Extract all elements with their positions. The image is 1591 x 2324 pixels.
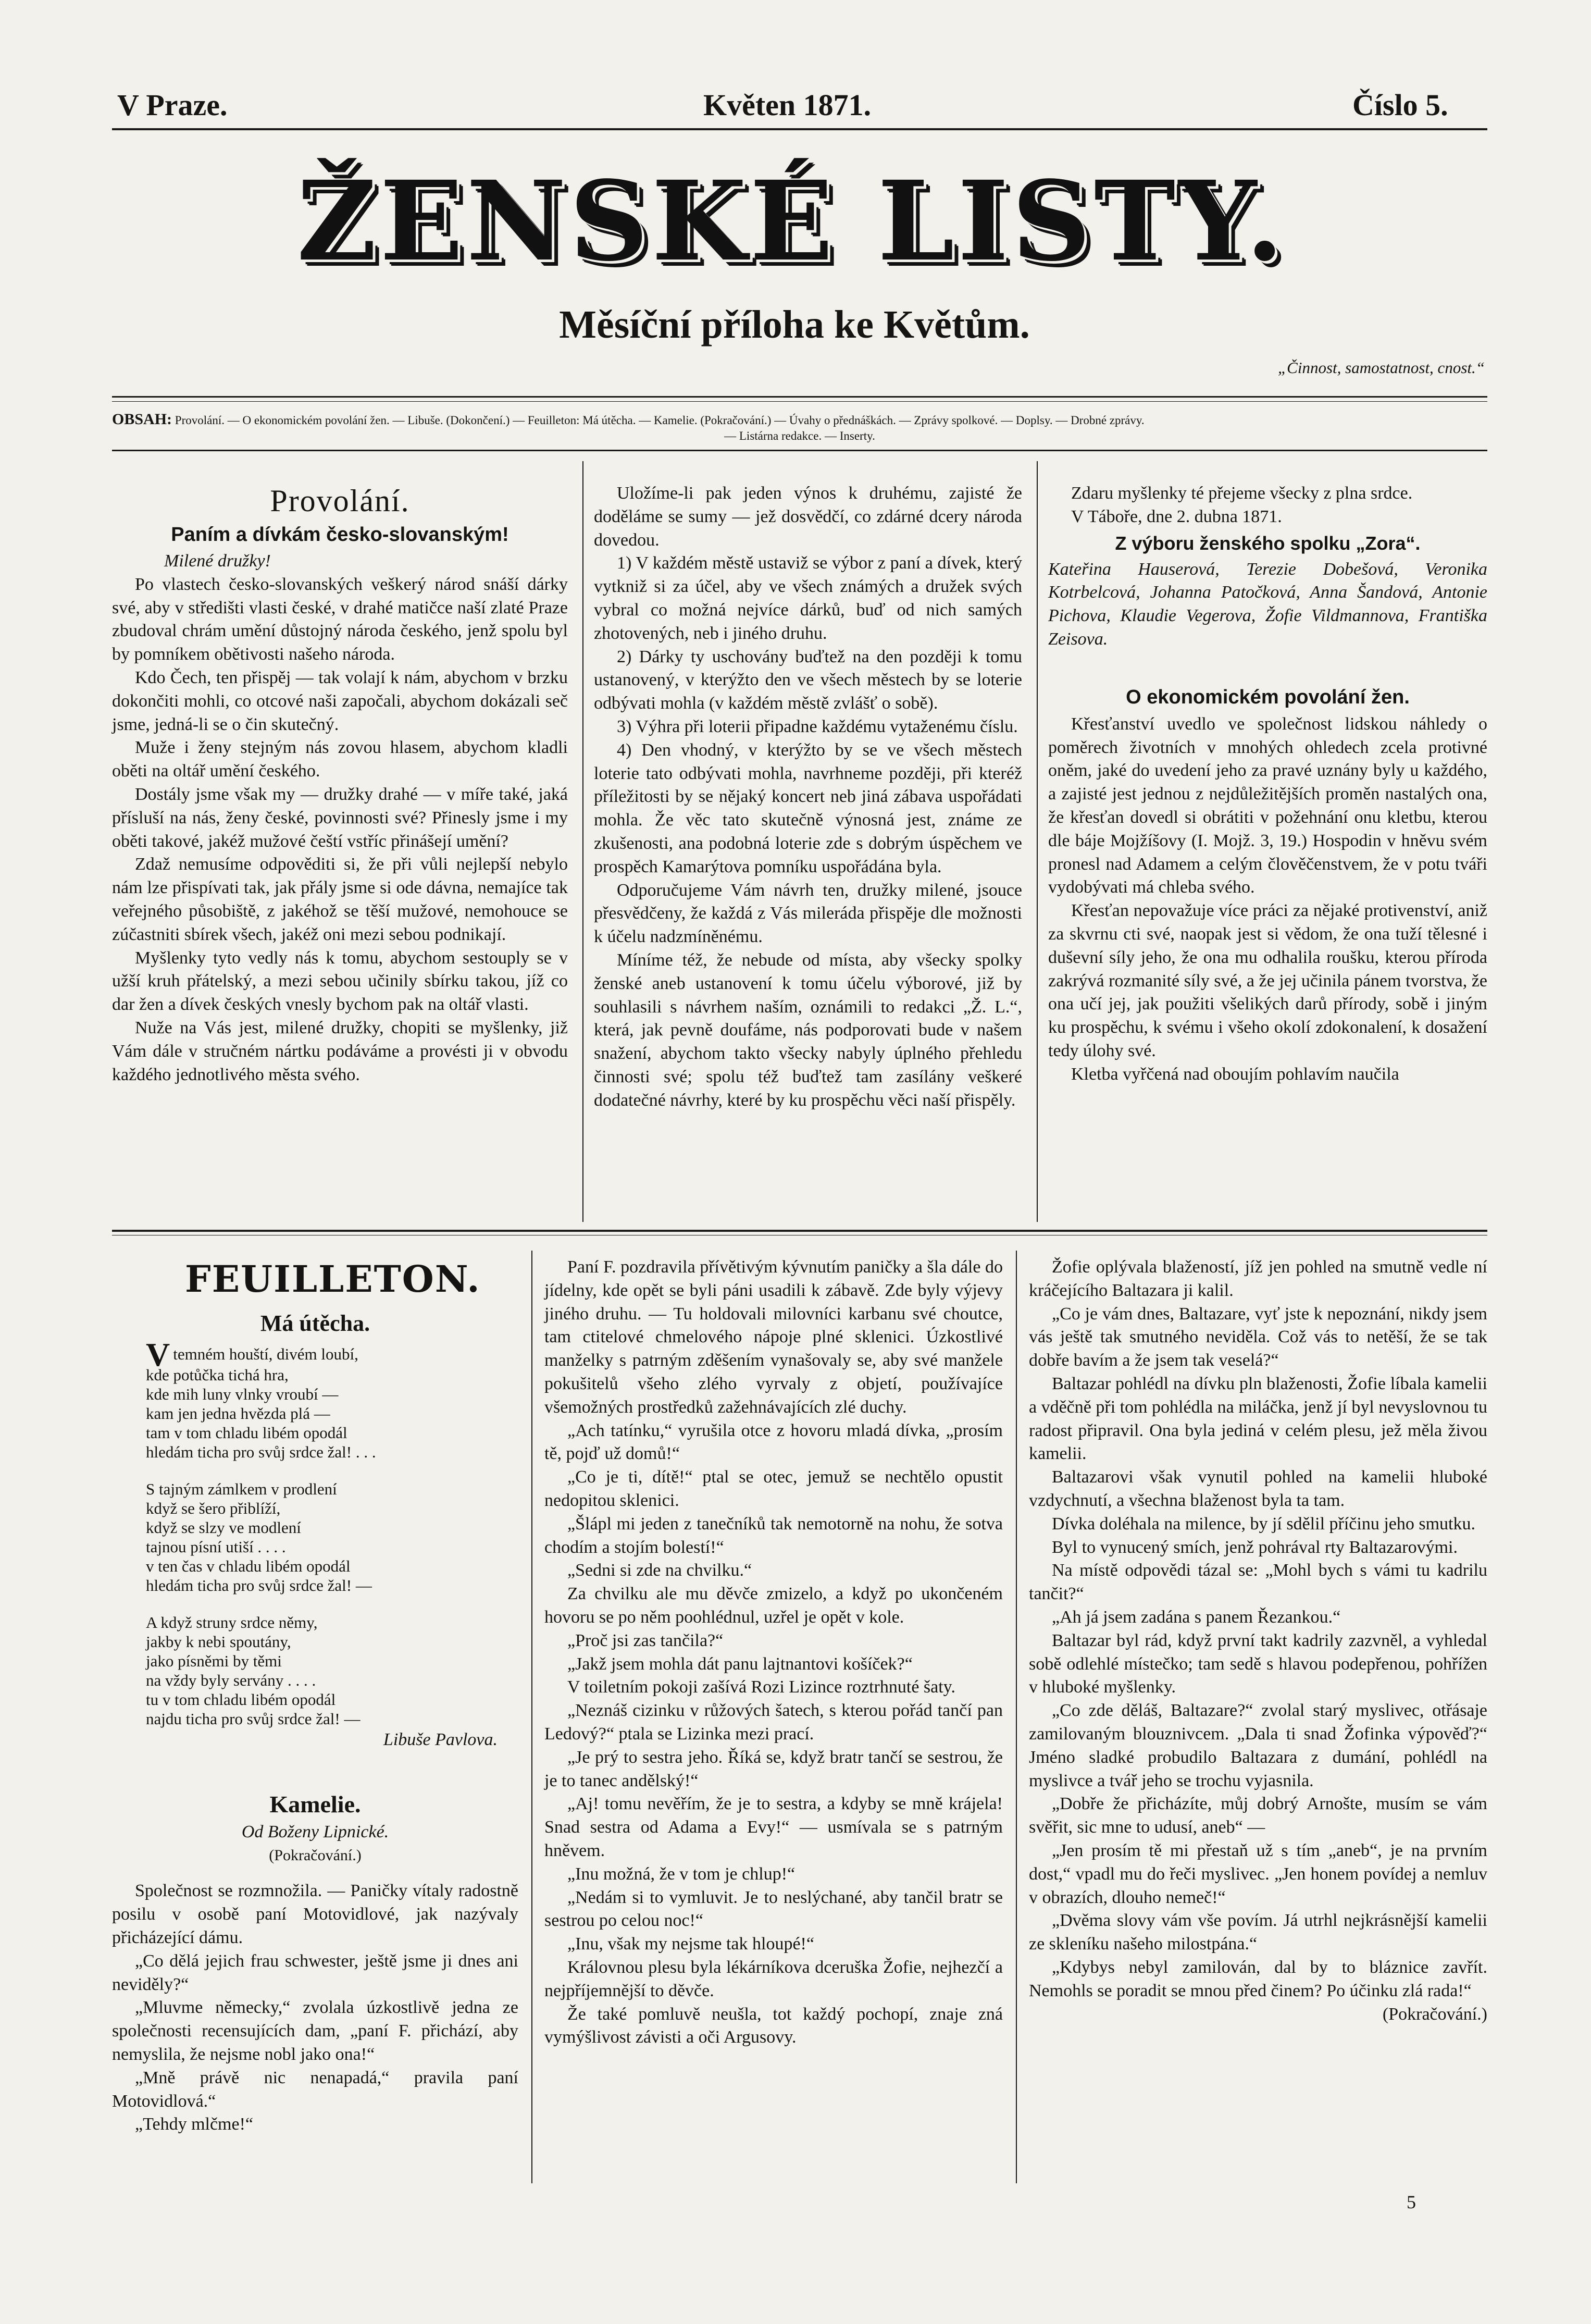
provolani-p12: 4) Den vhodný, v kterýžto by se ve všech městech loterie tato odbývati mohla, navrhneme později, při kteréž příležitosti by se nějaký koncert neb jiná zábava uspořádati mohla. Že věc tato skutečně výnosná jest, známe ze zkušenosti, ana podobná loterie zde s dobrým úspěchem ve prospěch Kamarýtova pomníku uspořádána byla. [594,740,1022,876]
provolani-greeting: Milené družky! [164,551,271,571]
kamelie-paragraph: „Jen prosím tě mi přestaň už s tím „aneb“, je na prvním dost,“ vpadl mu do řeči myslivec. „Jen honem povídej a nemluv v obrazích, dlouho nemeč!“ [1029,1840,1487,1907]
kamelie-paragraph: „Mluvme německy,“ zvolala úzkostlivě jedna ze společnosti recensujících dam, „paní F. přichází, aby nemyslila, že nejsme nobl jako ona!“ [112,1998,518,2064]
kamelie-paragraph: Žofie oplývala blažeností, jíž jen pohled na smutně vedle ní kráčejícího Baltazara ji kalil. [1029,1257,1487,1300]
poem-line: kde mih luny vlnky vroubí — [146,1385,339,1403]
column-rule-lower-2 [1016,1251,1017,2183]
poem-line: A když struny srdce němy, [146,1613,318,1631]
column-rule-lower-1 [531,1251,532,2183]
poem-line: S tajným zámlkem v prodlení [146,1480,337,1498]
column-rule-upper-2 [1037,461,1038,1222]
kamelie-continued: (Pokračování.) [269,1846,362,1864]
poem-line: tam v tom chladu libém opodál [146,1424,347,1442]
poem-line: v ten čas v chladu libém opodál [146,1557,351,1575]
provolani-p15: Zdaru myšlenky té přejeme všecky z plna srdce. [1071,484,1413,503]
contents-top-rule-2 [112,401,1487,402]
provolani-p14: Míníme též, že nebude od místa, aby všecky spolky ženské aneb ustanovení k tomu účelu výborové, již by souhlasili s návrhem naším, oznámili to redakci „Ž. L.“, která, jak pevně doufáme, nás podporovati bude v našem snažení, abychom takto všecky nabyly úplného přehledu činnosti své; spolu též buďtež tam zasílány veškeré dodatečné návrhy, které by ku prospěchu věci naší přispěly. [594,950,1022,1110]
provolani-p11: 3) Výhra při loterii připadne každému vytaženému číslu. [617,716,1018,736]
kamelie-paragraph: Dívka doléhala na milence, by jí sdělil příčinu jeho smutku. [1052,1514,1475,1534]
provolani-subtitle: Paním a dívkám česko-slovanským! [171,524,509,546]
feuilleton-column-2 [544,1256,1003,2049]
kamelie-paragraph: V toiletním pokoji zašívá Rozi Lizince roztrhnuté šaty. [567,1677,955,1697]
poem-title: Má útěcha. [260,1311,370,1336]
poem-line: hledám ticha pro svůj srdce žal! — [146,1576,372,1594]
ekonomicke-p1: Křesťanství uvedlo ve společnost lidskou náhledy o poměrech životních v mnohých ohledech zcela protivné oněm, jaké do uvedení jeho za pravé uznány byly u každého, a zajisté jest jednou z nejdůležitějších proměn nastalých ona, že křesťan dovedl si obrátiti v požehnání onu kletbu, kterou dle báje Mojžíšovy (I. Mojž. 3, 19.) Hospodin v hněvu svém pronesl nad Adamem a celým člověčenstvem, že v potu tváři vydobývati má chleba svého. [1048,714,1487,897]
feuilleton-column-1 [112,1256,518,2136]
kamelie-paragraph: Že také pomluvě neušla, tot každý pochopí, znaje zná vymýšlivost závisti a oči Argusovy. [544,2004,1003,2047]
poem-line: kde potůčka tichá hra, [146,1366,289,1384]
poem-line: hledám ticha pro svůj srdce žal! . . . [146,1443,376,1461]
kamelie-paragraph: „Jakž jsem mohla dát panu lajtnantovi košíček?“ [567,1654,913,1674]
header-date: Květen 1871. [703,88,872,122]
kamelie-paragraph: „Je prý to sestra jeho. Říká se, když bratr tančí se sestrou, že je to tanec andělský!“ [544,1747,1003,1790]
contents-block [112,412,1487,444]
provolani-p1: Po vlastech česko-slovanských veškerý národ snáší dárky své, aby v středišti vlasti české, v drahé matičce naší zlaté Praze zbudoval chrám umění důstojný národa českého, jenž spolu byl by pomníkem obětivosti našeho národa. [112,574,568,664]
header-rule [112,128,1487,130]
kamelie-paragraph: Královnou plesu byla lékárníkova dceruška Žofie, nejhezčí a nejpříjemnější to děvče. [544,1957,1003,2000]
column-rule-upper-1 [582,461,583,1222]
provolani-committee: Z výboru ženského spolku „Zora“. [1115,532,1421,554]
kamelie-paragraph: „Inu, však my nejsme tak hloupé!“ [567,1934,814,1954]
kamelie-paragraph: Baltazar byl rád, když první takt kadrily zazvněl, a vyhledal sobě odlehlé místečko; tam sedě s hlavou podepřenou, pohřížen v hluboké myšlenky. [1029,1630,1487,1697]
poem-line: když se šero přiblíží, [146,1499,281,1517]
kamelie-paragraph: „Nedám si to vymluvit. Je to neslýchané, aby tančil bratr se sestrou po celou noc!“ [544,1887,1003,1931]
contents-bottom-rule [112,450,1487,451]
kamelie-title: Kamelie. [269,1790,361,1818]
kamelie-paragraph: Baltazar pohlédl na dívku pln blaženosti, Žofie líbala kamelii a vděčně při tom pohlédla na miláčka, jenž jí byl nevyslovnou tu radost připravil. Ona byla jediná v celém plesu, jež měla živou kamelii. [1029,1374,1487,1464]
kamelie-paragraph: „Dobře že přicházíte, můj dobrý Arnošte, musím se vám svěřit, sic mne to udusí, aneb“ — [1029,1794,1487,1837]
feuilleton-rule [112,1230,1487,1232]
kamelie-paragraph: Za chvilku ale mu děvče zmizelo, a když po ukončeném hovoru se po něm poohlédnul, uzřel je opět v kole. [544,1584,1003,1627]
provolani-place-date: V Táboře, dne 2. dubna 1871. [1071,506,1282,526]
kamelie-paragraph: „Kdybys nebyl zamilován, dal by to bláznice zavřít. Nemohls se poradit se mnou před činem? Po účinku zlá rada!“ [1029,1957,1487,2000]
poem-line: najdu ticha pro svůj srdce žal! — [146,1710,361,1728]
kamelie-paragraph: „Co je ti, dítě!“ ptal se otec, jemuž se nechtělo opustit nedopitou sklenici. [544,1467,1003,1510]
poem-line: když se slzy ve modlení [146,1518,301,1537]
kamelie-paragraph: Baltazarovi však vynutil pohled na kamelii hluboké vzdychnutí, a všechna blaženost byla ta tam. [1029,1467,1487,1510]
poem-dropcap: V [146,1336,170,1373]
provolani-p2: Kdo Čech, ten přispěj — tak volají k nám, abychom v brzku dokončiti mohli, co otcové naši započali, abychom dokázali seč jsme, jedná-li se o čin skutečný. [112,667,568,734]
poem-line: na vždy byly servány . . . . [146,1671,316,1689]
kamelie-paragraph: „Neznáš cizinku v růžových šatech, s kterou pořád tančí pan Ledový?“ ptala se Lizinka mezi prací. [544,1701,1003,1744]
provolani-p5: Zdaž nemusíme odpověditi si, že při vůli nejlepší nebylo nám lze přispívati tak, jak přály jsme si ode dávna, nemajíce tak veřejného působiště, z jakéhož se těší mužové, nemohouce se zúčastniti sbírek všech, jakéž oni mezi sebou podnikají. [112,855,568,944]
poem-line: jako písněmi by těmi [146,1652,282,1670]
provolani-p13: Odporučujeme Vám návrh ten, družky milené, jsouce přesvědčeny, že každá z Vás mileráda přispěje dle možnosti k účelu nadzmíněnému. [594,880,1022,947]
provolani-title: Provolání. [270,484,410,518]
header-issue: Číslo 5. [1352,88,1448,122]
kamelie-paragraph: „Proč jsi zas tančila?“ [567,1630,724,1650]
kamelie-paragraph: „Co zde děláš, Baltazare?“ zvolal starý myslivec, otřásaje zamilovaným blouznivcem. „Dala ti snad Žofinka výpověď?“ Jméno sladké probudilo Baltazara z dumání, pohlédl na myslivce a tvář jeho se trochu vyjasnila. [1029,1701,1487,1790]
provolani-p8: Uložíme-li pak jeden výnos k druhému, zajisté že doděláme se sumy — jež dosvědčí, co zdárné dcery národa dovedou. [594,484,1022,550]
kamelie-paragraph: „Tehdy mlčme!“ [135,2115,254,2134]
provolani-column-3 [1048,482,1487,1086]
contents-line2: — Listárna redakce. — Inserty. [724,429,875,442]
masthead-subtitle: Měsíční příloha ke Květům. [559,303,1030,347]
masthead-motto: „Činnost, samostatnost, cnost.“ [1277,359,1485,377]
kamelie-byline: Od Boženy Lipnické. [241,1822,389,1841]
feuilleton-label: FEUILLETON. [185,1257,481,1301]
kamelie-paragraph: „Mně právě nic nenapadá,“ pravila paní Motovidlová.“ [112,2068,518,2111]
kamelie-paragraph: „Ah já jsem zadána s panem Řezankou.“ [1052,1607,1341,1627]
poem-author: Libuše Pavlova. [383,1730,498,1749]
provolani-signers: Kateřina Hauserová, Terezie Dobešová, Veronika Kotrbelcová, Johanna Patočková, Anna Šandová, Antonie Pichova, Klaudie Vegerova, Žofie Vildmannova, Františka Zeisova. [1048,559,1487,649]
poem-line: jakby k nebi spoutány, [146,1633,291,1651]
poem-line: kam jen jedna hvězda plá — [146,1404,330,1423]
kamelie-paragraph: „Ach tatínku,“ vyrušila otce z hovoru mladá dívka, „prosím tě, pojď už domů!“ [544,1420,1003,1464]
provolani-p10: 2) Dárky ty uschovány buďtež na den později k tomu ustanovený, v kterýžto den ve všech městech by se loterie odbývati mohla (v každém městě zvlášť o sobě). [594,647,1022,713]
provolani-column-1 [112,482,568,1086]
provolani-p4: Dostály jsme však my — družky drahé — v míře také, jaká přísluší na nás, ženy české, povinnosti své? Přinesly jsme i my oběti takové, jakéž mužové čeští vstříc přinášejí umění? [112,784,568,851]
kamelie-paragraph: Paní F. pozdravila přívětivým kývnutím paničky a šla dále do jídelny, kde opět se byli páni usadili k zábavě. Zde byly výjevy jiného druhu. — Tu holdovali milovníci karbanu své choutce, tam ctitelové chmelového nápoje plné sklenici. Úzkostlivé manželky s patrným zděšením vynašovaly se, aby své manžele pokušitelů všeho zlého vyrvaly z objetí, používajíce všemožných prostředků zažehnávajících zlé duchy. [544,1257,1003,1417]
provolani-column-2 [594,482,1022,1112]
provolani-p3: Muže i ženy stejným nás zovou hlasem, abychom kladli oběti na oltář umění českého. [112,738,568,781]
kamelie-paragraph: „Co je vám dnes, Baltazare, vyť jste k nepoznání, nikdy jsem vás ještě tak smutného neviděla. Což vás to netěší, že se tak dobře bavím a že jsem tak veselá?“ [1029,1304,1487,1370]
ekonomicke-p3: Kletba vyřčená nad oboujím pohlavím naučila [1071,1064,1399,1084]
kamelie-paragraph: Na místě odpovědi tázal se: „Mohl bych s vámi tu kadrilu tančit?“ [1029,1561,1487,1604]
provolani-p7: Nuže na Vás jest, milené družky, chopiti se myšlenky, již Vám dále v stručném nártku podáváme a provésti ji v obvodu každého jednotlivého města svého. [112,1018,568,1084]
contents-line1: Provolání. — O ekonomickém povolání žen. — Libuše. (Dokončení.) — Feuilleton: Má útěcha. — Kamelie. (Pokračování.) — Úvahy o přednáškách. — Zprávy spolkové. — Doplsy. — Drobné zprávy. [175,414,1145,427]
kamelie-paragraph: Byl to vynucený smích, jenž pohrával rty Baltazarovými. [1052,1537,1458,1557]
provolani-p6: Myšlenky tyto vedly nás k tomu, abychom sestouply se v užší kruh přátelský, a mezi sebou učinily sbírku takou, jíž co dar žen a dívek českých vnesly bychom pak na oltář vlasti. [112,948,568,1015]
kamelie-paragraph: „Dvěma slovy vám vše povím. Já utrhl nejkrásnější kamelii ze skleníku našeho milostpána.“ [1029,1911,1487,1954]
kamelie-paragraph: „Šlápl mi jeden z tanečníků tak nemotorně na nohu, že sotva chodím a stojím bolestí!“ [544,1514,1003,1557]
kamelie-paragraph: „Inu možná, že v tom je chlup!“ [567,1864,796,1884]
kamelie-paragraph: „Co dělá jejich frau schwester, ještě jsme ji dnes ani neviděly?“ [112,1951,518,1994]
poem-line: temném houští, divém loubí, [173,1345,358,1363]
page-number: 5 [1407,2192,1416,2212]
header-place: V Praze. [117,88,228,122]
ekonomicke-title: O ekonomickém povolání žen. [1126,686,1410,708]
kamelie-paragraph: „Aj! tomu nevěřím, že je to sestra, a kdyby se mně krájela! Snad sestra od Adama a Evy!“ — usmívala se s patrným hněvem. [544,1794,1003,1860]
ekonomicke-p2: Křesťan nepovažuje více práci za nějaké protivenství, aniž za skvrnu cti své, naopak jest si vědom, že ona tuží tělesné i duševní síly jeho, že ona mu odhalila roušku, kterou příroda zakrývá rozmanité síly své, a že jej učinila pánem tvorstva, že ona učí jej, jak použiti všelikých darů přírody, sobě i jiným ku prospěchu, k svému i všeho okolí zdokonalení, k dosažení tedy úlohy své. [1048,901,1487,1060]
feuilleton-column-3 [1029,1256,1487,2026]
masthead-title: ŽENSKÉ LISTY. [296,157,1287,286]
poem-line: tajnou písní utiší . . . . [146,1538,286,1556]
kamelie-paragraph: „Sedni si zde na chvilku.“ [567,1561,752,1580]
kamelie-paragraph: Společnost se rozmnožila. — Paničky vítaly radostně posilu v osobě paní Motovidlové, jak nazývaly přicházející dámu. [112,1881,518,1947]
provolani-p9: 1) V každém městě ustaviž se výbor z paní a dívek, který vytkniž si za účel, aby ve všech známých a družek svých vybral co možná nejvíce dárků, buď od nich samých zhotovených, neb i jiného druhu. [594,553,1022,643]
poem [146,1336,518,1728]
kamelie-continued-end: (Pokračování.) [1382,2004,1487,2024]
contents-label: OBSAH: [112,411,172,428]
poem-line: tu v tom chladu libém opodál [146,1690,336,1709]
contents-top-rule [112,396,1487,398]
